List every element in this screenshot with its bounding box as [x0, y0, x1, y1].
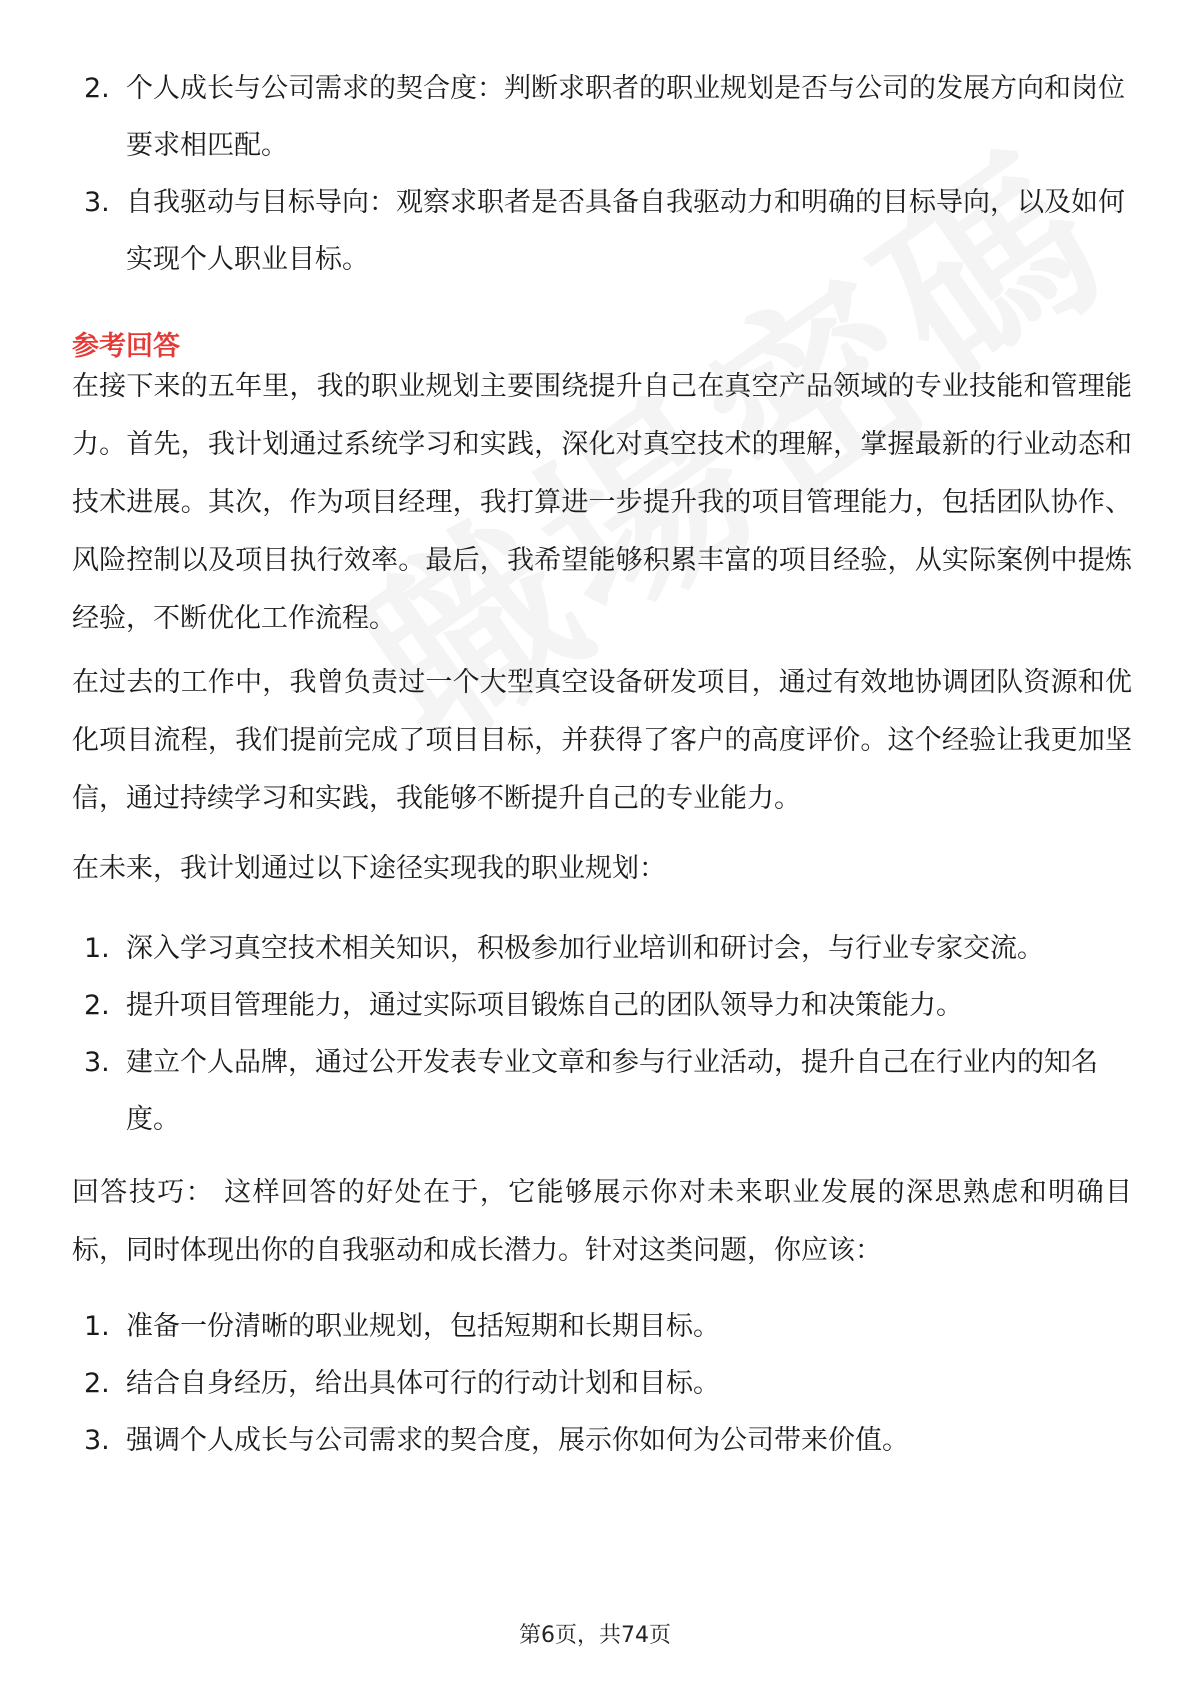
- list-item-number: 3.: [84, 1425, 110, 1456]
- list-item-number: 2.: [84, 990, 110, 1021]
- plan-list: [72, 920, 1132, 1148]
- list-item-text: 深入学习真空技术相关知识，积极参加行业培训和研讨会，与行业专家交流。: [126, 933, 1044, 964]
- list-item: [72, 60, 1132, 174]
- answer-paragraph-2: 在过去的工作中，我曾负责过一个大型真空设备研发项目，通过有效地协调团队资源和优化项目流程，我们提前完成了项目目标，并获得了客户的高度评价。这个经验让我更加坚信，通过持续学习和实践，我能够不断提升自己的专业能力。: [72, 667, 1132, 814]
- list-item: [72, 1034, 1132, 1148]
- list-item: [72, 977, 1132, 1034]
- list-item-text: 个人成长与公司需求的契合度：判断求职者的职业规划是否与公司的发展方向和岗位要求相匹配。: [126, 73, 1125, 161]
- answer-paragraph-3: 在未来，我计划通过以下途径实现我的职业规划：: [72, 853, 666, 884]
- list-item-number: 2.: [84, 1368, 110, 1399]
- list-item-text: 建立个人品牌，通过公开发表专业文章和参与行业活动，提升自己在行业内的知名度。: [126, 1047, 1098, 1135]
- list-item-number: 3.: [84, 1047, 110, 1078]
- list-item-text: 结合自身经历，给出具体可行的行动计划和目标。: [126, 1368, 720, 1399]
- list-item: [72, 1355, 1132, 1412]
- list-item: [72, 174, 1132, 288]
- tips-paragraph: 回答技巧： 这样回答的好处在于，它能够展示你对未来职业发展的深思熟虑和明确目标，同时体现出你的自我驱动和成长潜力。针对这类问题，你应该：: [72, 1177, 1132, 1266]
- list-item-number: 1.: [84, 933, 110, 964]
- answer-paragraph-1: 在接下来的五年里，我的职业规划主要围绕提升自己在真空产品领域的专业技能和管理能力。首先，我计划通过系统学习和实践，深化对真空技术的理解，掌握最新的行业动态和技术进展。其次，作为项目经理，我打算进一步提升我的项目管理能力，包括团队协作、风险控制以及项目执行效率。最后，我希望能够积累丰富的项目经验，从实际案例中提炼经验，不断优化工作流程。: [72, 371, 1132, 634]
- reference-answer-heading: 参考回答: [72, 331, 180, 362]
- list-item: [72, 1298, 1132, 1355]
- list-item-text: 自我驱动与目标导向：观察求职者是否具备自我驱动力和明确的目标导向，以及如何实现个人职业目标。: [126, 187, 1125, 275]
- list-item-number: 1.: [84, 1311, 110, 1342]
- tips-list: [72, 1298, 1132, 1469]
- list-item-text: 强调个人成长与公司需求的契合度，展示你如何为公司带来价值。: [126, 1425, 909, 1456]
- list-item-number: 3.: [84, 187, 110, 218]
- page-number-footer: 第6页，共74页: [519, 1623, 671, 1648]
- evaluation-criteria-list: [72, 60, 1132, 288]
- list-item-number: 2.: [84, 73, 110, 104]
- list-item: [72, 920, 1132, 977]
- list-item-text: 准备一份清晰的职业规划，包括短期和长期目标。: [126, 1311, 720, 1342]
- list-item-text: 提升项目管理能力，通过实际项目锻炼自己的团队领导力和决策能力。: [126, 990, 963, 1021]
- list-item: [72, 1412, 1132, 1469]
